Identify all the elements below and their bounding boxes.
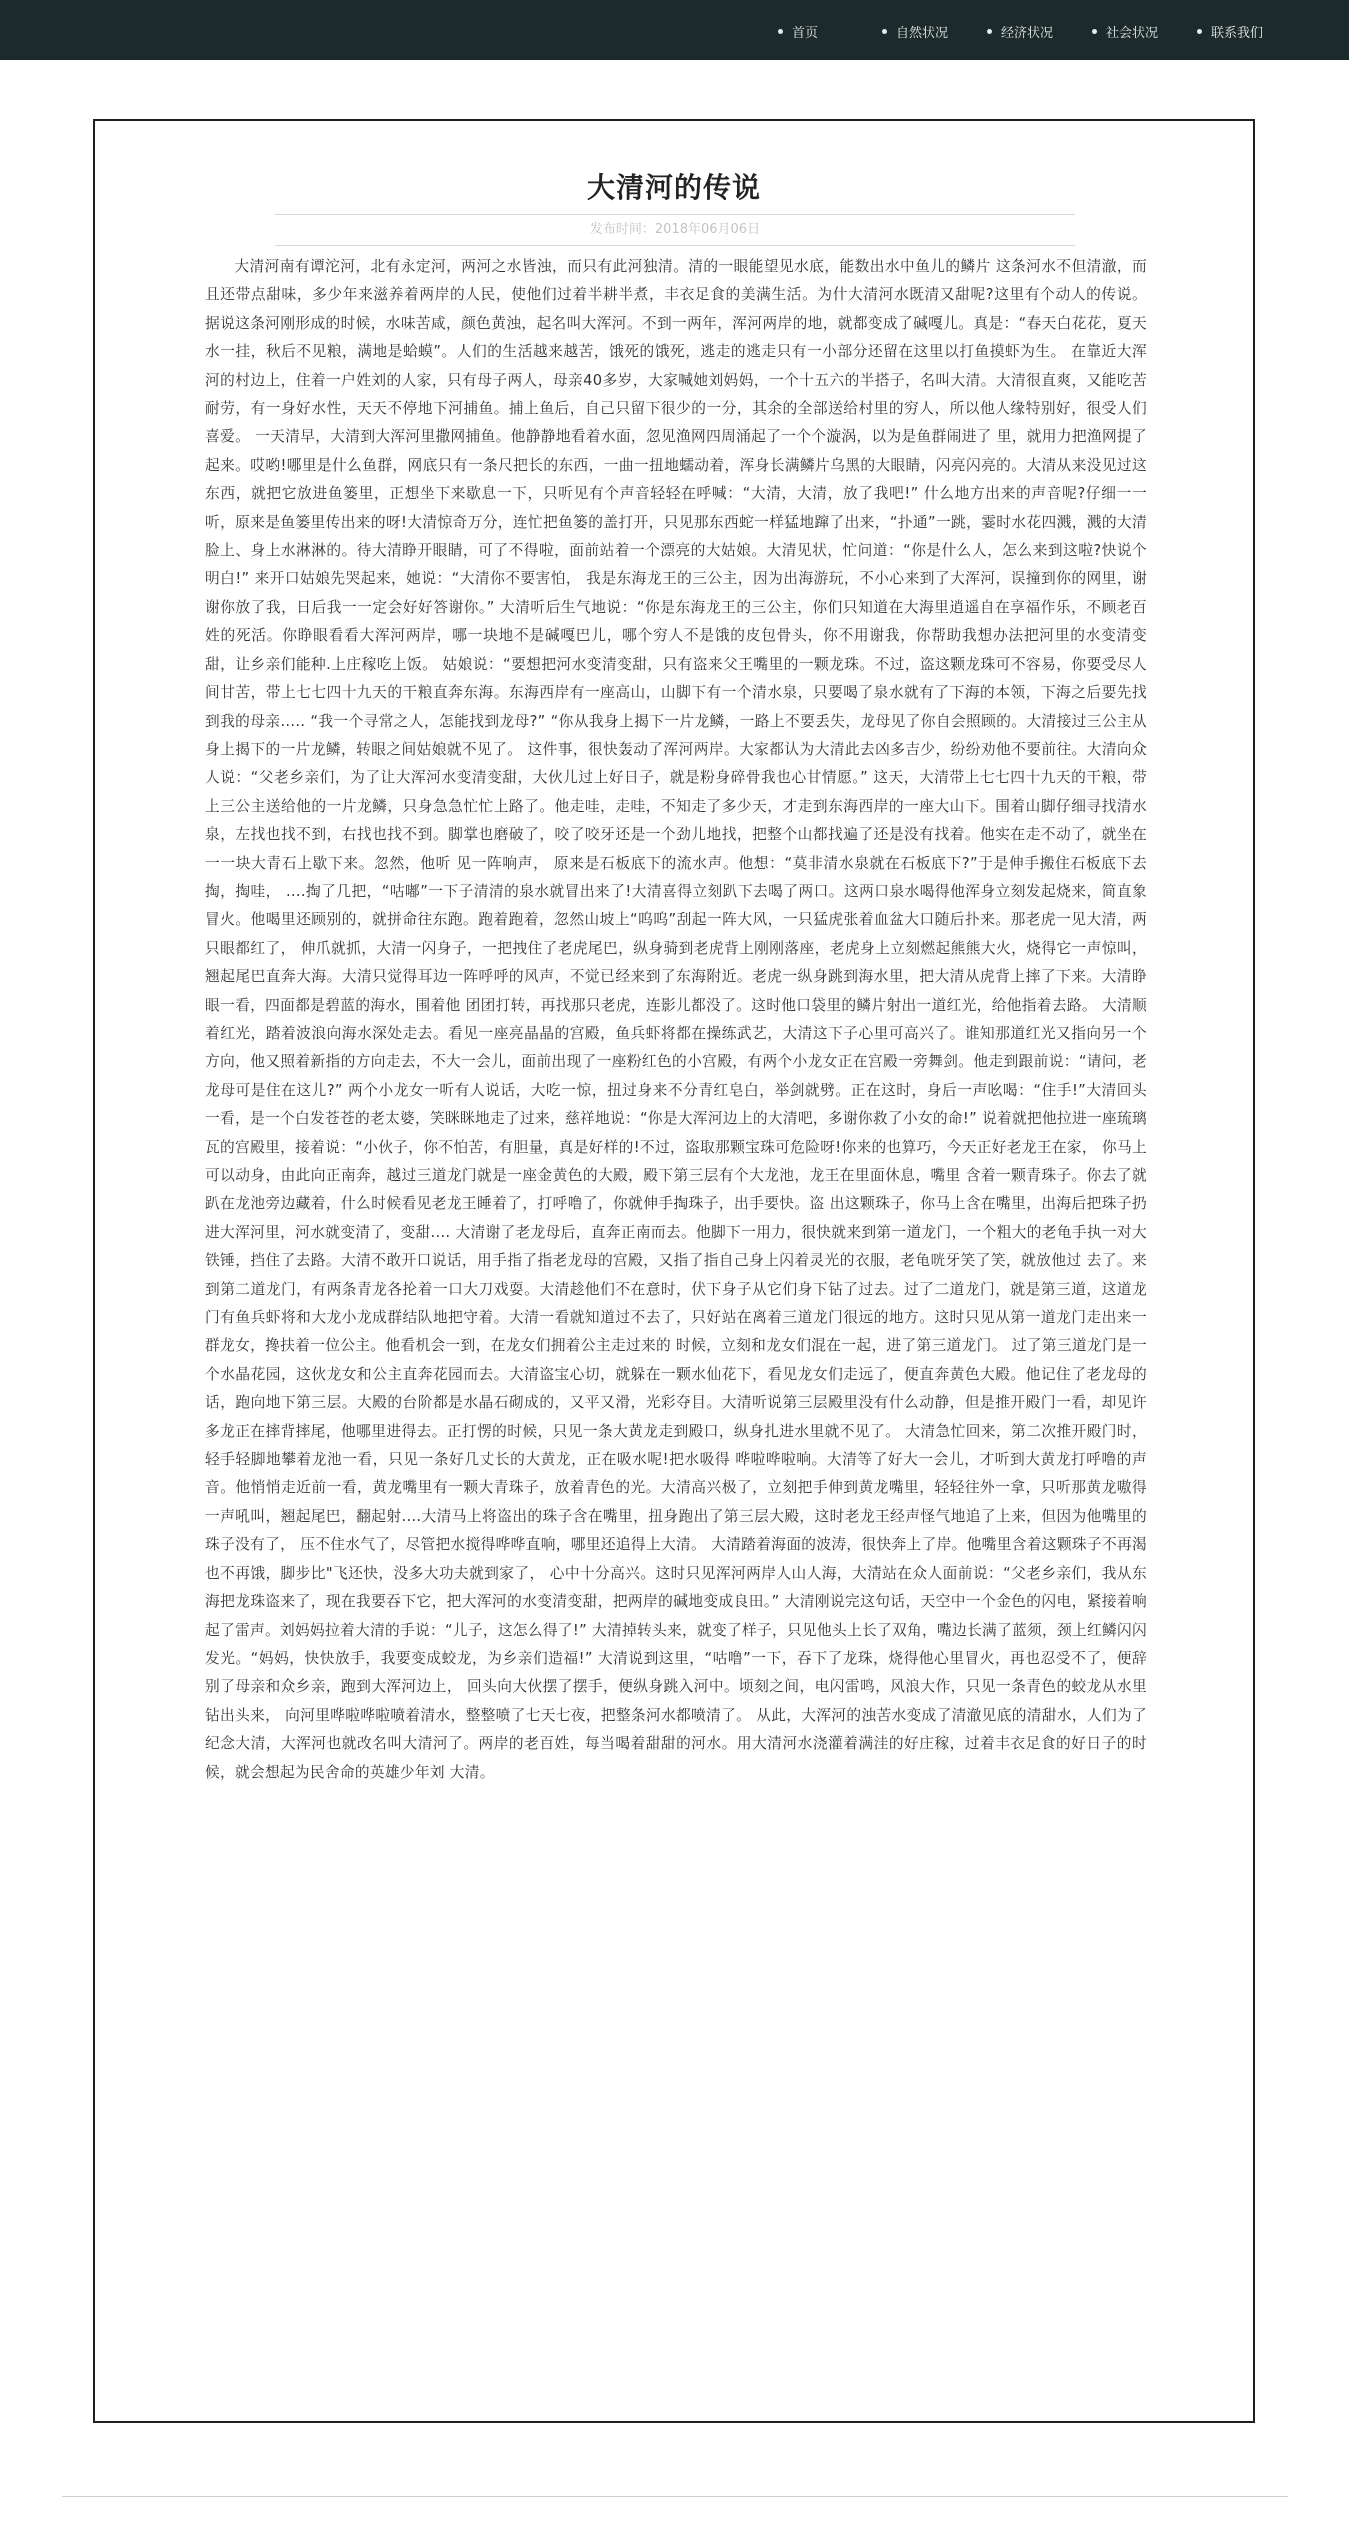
- publish-date: 发布时间：2018年06月06日: [589, 222, 761, 237]
- nav-item-label: 自然状况: [896, 25, 949, 41]
- nav-item-home[interactable]: [778, 22, 818, 40]
- bullet-icon: [882, 29, 887, 34]
- article-title: 大清河的传说: [586, 171, 761, 204]
- article-meta: [275, 214, 1075, 246]
- top-navigation-bar: [0, 0, 1349, 60]
- article-body: 大清河南有谭沱河，北有永定河，两河之水皆浊，而只有此河独清。清的一眼能望见水底，能数出水中鱼儿的鳞片 这条河水不但清澈，而且还带点甜味，多少年来滋养着两岸的人民，使他们过着半耕半煮，丰衣足食的美满生活。为什大清河水既清又甜呢?这里有个动人的传说。 据说这条河刚形成的时候，水味苦咸，颜色黄浊，起名叫大浑河。不到一两年，浑河两岸的地，就都变成了碱嘎儿。真是：“春天白花花，夏天水一挂，秋后不见粮，满地是蛤蟆”。人们的生活越来越苦，饿死的饿死，逃走的逃走只有一小部分还留在这里以打鱼摸虾为生。 在靠近大浑河的村边上，住着一户姓刘的人家，只有母子两人，母亲40多岁，大家喊她刘妈妈，一个十五六的半搭子，名叫大清。大清很直爽，又能吃苦耐劳，有一身好水性，天天不停地下河捕鱼。捕上鱼后，自己只留下很少的一分，其余的全部送给村里的穷人，所以他人缘特别好，很受人们喜爱。 一天清早，大清到大浑河里撒网捕鱼。他静静地看着水面，忽见渔网四周涌起了一个个漩涡，以为是鱼群闹进了 里，就用力把渔网提了起来。哎哟!哪里是什么鱼群，网底只有一条尺把长的东西，一曲一扭地蠕动着，浑身长满鳞片乌黑的大眼睛，闪亮闪亮的。大清从来没见过这东西，就把它放进鱼篓里，正想坐下来歇息一下，只听见有个声音轻轻在呼喊：“大清，大清，放了我吧!” 什么地方出来的声音呢?仔细一一听，原来是鱼篓里传出来的呀!大清惊奇万分，连忙把鱼篓的盖打开，只见那东西蛇一样猛地蹿了出来，“扑通”一跳，霎时水花四溅，溅的大清脸上、身上水淋淋的。待大清睁开眼睛，可了不得啦，面前站着一个漂亮的大姑娘。大清见状，忙问道：“你是什么人，怎么来到这啦?快说个明白!” 来开口姑娘先哭起来，她说：“大清你不要害怕， 我是东海龙王的三公主，因为出海游玩，不小心来到了大浑河，误撞到你的网里，谢谢你放了我，日后我一一定会好好答谢你。” 大清听后生气地说：“你是东海龙王的三公主，你们只知道在大海里逍遥自在享福作乐，不顾老百姓的死活。你睁眼看看大浑河两岸，哪一块地不是碱嘎巴儿，哪个穷人不是饿的皮包骨头，你不用谢我，你帮助我想办法把河里的水变清变甜，让乡亲们能种.上庄稼吃上饭。 姑娘说：“要想把河水变清变甜，只有盗来父王嘴里的一颗龙珠。不过，盗这颗龙珠可不容易，你要受尽人间甘苦，带上七七四十九天的干粮直奔东海。东海西岸有一座高山，山脚下有一个清水泉，只要喝了泉水就有了下海的本领，下海之后要先找到我的母亲..... “我一个寻常之人，怎能找到龙母?” “你从我身上揭下一片龙鳞，一路上不要丢失，龙母见了你自会照顾的。大清接过三公主从身上揭下的一片龙鳞，转眼之间姑娘就不见了。 这件事，很快轰动了浑河两岸。大家都认为大清此去凶多吉少，纷纷劝他不要前往。大清向众人说：“父老乡亲们，为了让大浑河水变清变甜，大伙儿过上好日子，就是粉身碎骨我也心甘情愿。” 这天，大清带上七七四十九天的干粮，带上三公主送给他的一片龙鳞，只身急急忙忙上路了。他走哇，走哇，不知走了多少天，才走到东海西岸的一座大山下。围着山脚仔细寻找清水泉，左找也找不到，右找也找不到。脚掌也磨破了，咬了咬牙还是一个劲儿地找，把整个山都找遍了还是没有找着。他实在走不动了，就坐在一一块大青石上歇下来。忽然，他听 见一阵响声， 原来是石板底下的流水声。他想：“莫非清水泉就在石板底下?”于是伸手搬住石板底下去掏，掏哇， ....掏了几把，“咕嘟”一下子清清的泉水就冒出来了!大清喜得立刻趴下去喝了两口。这两口泉水喝得他浑身立刻发起烧来，简直象冒火。他喝里还顾别的，就拼命往东跑。跑着跑着，忽然山坡上“呜呜”刮起一阵大风，一只猛虎张着血盆大口随后扑来。那老虎一见大清，两只眼都红了， 伸爪就抓，大清一闪身子，一把拽住了老虎尾巴，纵身骑到老虎背上刚刚落座，老虎身上立刻燃起熊熊大火，烧得它一声惊叫，翘起尾巴直奔大海。大清只觉得耳边一阵呼呼的风声，不觉已经来到了东海附近。老虎一纵身跳到海水里，把大清从虎背上摔了下来。大清睁眼一看，四面都是碧蓝的海水，围着他 团团打转，再找那只老虎，连影儿都没了。这时他口袋里的鳞片射出一道红光，给他指着去路。 大清顺着红光，踏着波浪向海水深处走去。看见一座亮晶晶的宫殿，鱼兵虾将都在操练武艺，大清这下子心里可高兴了。谁知那道红光又指向另一个方向，他又照着新指的方向走去，不大一会儿，面前出现了一座粉红色的小宫殿，有两个小龙女正在宫殿一旁舞剑。他走到跟前说：“请问，老龙母可是住在这儿?” 两个小龙女一听有人说话，大吃一惊，扭过身来不分青红皂白，举剑就劈。正在这时，身后一声吆喝：“住手!”大清回头一看，是一个白发苍苍的老太婆，笑眯眯地走了过来，慈祥地说：“你是大浑河边上的大清吧，多谢你救了小女的命!” 说着就把他拉进一座琉璃瓦的宫殿里，接着说：“小伙子，你不怕苦，有胆量，真是好样的!不过，盗取那颗宝珠可危险呀!你来的也算巧，今天正好老龙王在家， 你马上可以动身，由此向正南奔，越过三道龙门就是一座金黄色的大殿，殿下第三层有个大龙池，龙王在里面休息，嘴里 含着一颗青珠子。你去了就趴在龙池旁边藏着，什么时候看见老龙王睡着了，打呼噜了，你就伸手掏珠子，出手要快。盗 出这颗珠子，你马上含在嘴里，出海后把珠子扔进大浑河里，河水就变清了，变甜.... 大清谢了老龙母后，直奔正南而去。他脚下一用力，很快就来到第一道龙门，一个粗大的老龟手执一对大铁锤，挡住了去路。大清不敢开口说话，用手指了指老龙母的宫殿，又指了指自己身上闪着灵光的衣服，老龟咣牙笑了笑，就放他过 去了。来到第二道龙门，有两条青龙各抡着一口大刀戏耍。大清趁他们不在意时，伏下身子从它们身下钻了过去。过了二道龙门，就是第三道，这道龙门有鱼兵虾将和大龙小龙成群结队地把守着。大清一看就知道过不去了，只好站在离着三道龙门很远的地方。这时只见从第一道龙门走出来一群龙女，搀扶着一位公主。他看机会一到，在龙女们拥着公主走过来的 时候，立刻和龙女们混在一起，进了第三道龙门。 过了第三道龙门是一个水晶花园，这伙龙女和公主直奔花园而去。大清盗宝心切，就躲在一颗水仙花下，看见龙女们走远了，便直奔黄色大殿。他记住了老龙母的话，跑向地下第三层。大殿的台阶都是水晶石砌成的，又平又滑，光彩夺目。大清听说第三层殿里没有什么动静，但是推开殿门一看，却见许多龙正在摔背摔尾，他哪里进得去。正打愣的时候，只见一条大黄龙走到殿口，纵身扎进水里就不见了。 大清急忙回来，第二次推开殿门时，轻手轻脚地攀着龙池一看，只见一条好几丈长的大黄龙，正在吸水呢!把水吸得 哗啦哗啦响。大清等了好大一会儿，才听到大黄龙打呼噜的声音。他悄悄走近前一看，黄龙嘴里有一颗大青珠子，放着青色的光。大清高兴极了，立刻把手伸到黄龙嘴里，轻轻往外一拿，只听那黄龙嗷得一声吼叫，翘起尾巴，翻起射....大清马上将盗出的珠子含在嘴里，扭身跑出了第三层大殿，这时老龙王经声怪气地追了上来，但因为他嘴里的珠子没有了， 压不住水气了，尽管把水搅得哗哗直响，哪里还追得上大清。 大清踏着海面的波涛，很快奔上了岸。他嘴里含着这颗珠子不再渴也不再饿，脚步比"飞还快，没多大功夫就到家了， 心中十分高兴。这时只见浑河两岸人山人海，大清站在众人面前说：“父老乡亲们，我从东海把龙珠盗来了，现在我要吞下它，把大浑河的水变清变甜，把两岸的碱地变成良田。” 大清刚说完这句话，天空中一个金色的闪电，紧接着响起了雷声。刘妈妈拉着大清的手说：“儿子，这怎么得了!” 大清掉转头来，就变了样子，只见他头上长了双角，嘴边长满了蓝须，颈上红鳞闪闪发光。“妈妈，快快放手，我要变成蛟龙，为乡亲们造福!” 大清说到这里，“咕噜”一下，吞下了龙珠，烧得他心里冒火，再也忍受不了，便辞别了母亲和众乡亲，跑到大浑河边上， 回头向大伙摆了摆手，便纵身跳入河中。顷刻之间，电闪雷鸣，风浪大作，只见一条青色的蛟龙从水里钻出头来， 向河里哗啦哗啦喷着清水，整整喷了七天七夜，把整条河水都喷清了。 从此，大浑河的浊苦水变成了清澈见底的清甜水，人们为了纪念大清，大浑河也就改名叫大清河了。两岸的老百姓，每当喝着甜甜的河水。用大清河水浇灌着满洼的好庄稼，过着丰衣足食的好日子的时候，就会想起为民舍命的英雄少年刘 大清。: [205, 258, 1147, 1781]
- bullet-icon: [987, 29, 992, 34]
- nav-item-label: 联系我们: [1211, 25, 1264, 41]
- bullet-icon: [778, 29, 783, 34]
- nav-item-society[interactable]: [1092, 22, 1158, 40]
- nav-item-label: 社会状况: [1106, 25, 1159, 41]
- main-nav: [0, 0, 1349, 60]
- article-frame: [93, 119, 1255, 2423]
- nav-item-natural[interactable]: [882, 22, 948, 40]
- nav-item-label: 经济状况: [1001, 25, 1054, 41]
- nav-item-contact[interactable]: [1197, 22, 1263, 40]
- bullet-icon: [1197, 29, 1202, 34]
- footer-divider: [62, 2496, 1288, 2497]
- nav-item-economy[interactable]: [987, 22, 1053, 40]
- nav-item-label: 首页: [792, 25, 819, 41]
- bullet-icon: [1092, 29, 1097, 34]
